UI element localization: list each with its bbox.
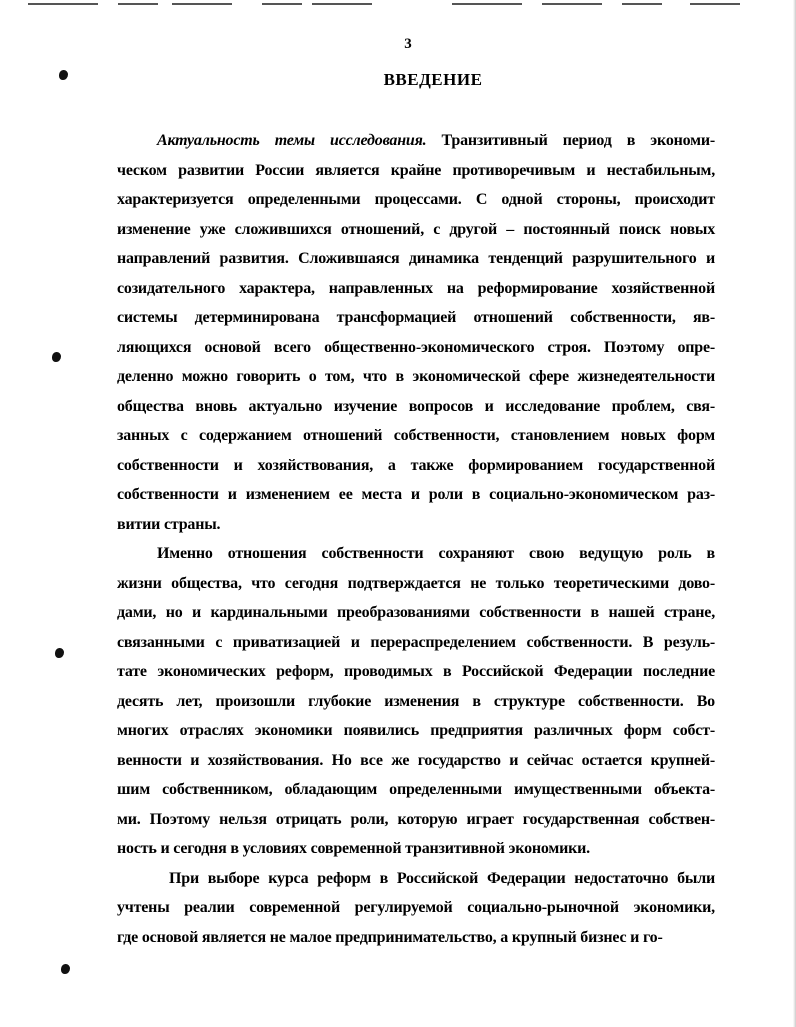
punch-hole-mark: [61, 964, 70, 974]
scan-artifact: [118, 3, 158, 5]
line-text: деленно можно говорить о том, что в экономической сфере жизнедеятельности: [117, 368, 715, 385]
scan-artifact: [452, 3, 522, 5]
text-line: [117, 185, 715, 215]
text-line: [117, 775, 715, 805]
line-text: витии страны.: [117, 515, 221, 533]
text-line: [117, 893, 715, 923]
scan-artifact: [312, 3, 372, 5]
line-text: где основой является не малое предпринимательство, а крупный бизнес и го-: [117, 928, 663, 946]
line-text: собственности и хозяйствования, а также формированием государственной: [117, 456, 715, 474]
text-line: [117, 657, 715, 687]
line-text: шим собственником, обладающим определенными имущественными объекта-: [117, 781, 715, 798]
line-text: общества вновь актуально изучение вопросов и исследование проблем, свя-: [117, 397, 715, 415]
line-text: созидательного характера, направленных на реформирование хозяйственной: [117, 279, 715, 297]
line-text: Именно отношения собственности сохраняют свою ведущую роль в: [157, 545, 715, 562]
text-line: [117, 864, 715, 894]
text-line: [117, 244, 715, 274]
scan-artifact: [622, 3, 662, 5]
text-line: [117, 805, 715, 835]
line-text: направлений развития. Сложившаяся динамика тенденций разрушительного и: [117, 250, 715, 267]
line-text: ность и сегодня в условиях современной транзитивной экономики.: [117, 840, 590, 857]
text-line: [117, 510, 715, 540]
paragraph: [117, 126, 715, 539]
text-line: [117, 274, 715, 304]
line-text: связанными с приватизацией и перераспределением собственности. В резуль-: [117, 633, 715, 651]
scan-artifact: [28, 3, 98, 5]
line-text: собственности и изменением ее места и роли в социально-экономическом раз-: [117, 486, 715, 503]
text-line: [117, 392, 715, 422]
text-line: [117, 569, 715, 599]
page-title: ВВЕДЕНИЕ: [383, 70, 483, 89]
text-line: [117, 746, 715, 776]
line-text: характеризуется определенными процессами. С одной стороны, происходит: [117, 191, 715, 208]
scan-artifact: [690, 3, 740, 5]
line-text: тате экономических реформ, проводимых в Российской Федерации последние: [117, 663, 715, 680]
text-line: [117, 539, 715, 569]
paragraph: [117, 864, 715, 953]
line-text: системы детерминирована трансформацией отношений собственности, яв-: [117, 309, 715, 326]
line-text: многих отраслях экономики появились предприятия различных форм собст-: [117, 722, 715, 739]
text-line: [117, 451, 715, 481]
document-body: [117, 126, 715, 952]
page-number: 3: [404, 36, 412, 52]
italic-lead: Актуальность темы исследования.: [157, 132, 427, 149]
line-text: учтены реалии современной регулируемой социально-рыночной экономики,: [117, 899, 715, 916]
line-text: венности и хозяйствования. Но все же государство и сейчас остается крупней-: [117, 751, 715, 769]
line-text: При выборе курса реформ в Российской Федерации недостаточно были: [169, 869, 715, 887]
text-line: [117, 687, 715, 717]
text-line: [117, 156, 715, 186]
paragraph: [117, 539, 715, 864]
line-text: жизни общества, что сегодня подтверждается не только теоретическими дово-: [117, 574, 715, 592]
text-line: [117, 480, 715, 510]
text-line: [117, 598, 715, 628]
line-text: Транзитивный период в экономи-: [426, 132, 715, 149]
text-line: [117, 923, 715, 953]
text-line: [117, 628, 715, 658]
text-line: [117, 215, 715, 245]
scan-artifact: [542, 3, 602, 5]
line-text: изменение уже сложившихся отношений, с другой – постоянный поиск новых: [117, 220, 715, 238]
punch-hole-mark: [55, 648, 64, 658]
line-text: ляющихся основой всего общественно-экономического строя. Поэтому опре-: [117, 338, 715, 356]
text-line: [117, 126, 715, 156]
scan-artifact: [172, 3, 232, 5]
punch-hole-mark: [52, 352, 61, 362]
line-text: дами, но и кардинальными преобразованиями собственности в нашей стране,: [117, 604, 715, 621]
scan-top-edge: [0, 0, 796, 14]
text-line: [117, 716, 715, 746]
line-text: ческом развитии России является крайне противоречивым и нестабильным,: [117, 161, 715, 179]
line-text: ми. Поэтому нельзя отрицать роли, которую играет государственная собствен-: [117, 810, 715, 828]
line-text: занных с содержанием отношений собственности, становлением новых форм: [117, 427, 715, 444]
scan-artifact: [262, 3, 302, 5]
text-line: [117, 834, 715, 864]
text-line: [117, 362, 715, 392]
line-text: десять лет, произошли глубокие изменения в структуре собственности. Во: [117, 692, 715, 710]
text-line: [117, 303, 715, 333]
text-line: [117, 421, 715, 451]
text-line: [117, 333, 715, 363]
